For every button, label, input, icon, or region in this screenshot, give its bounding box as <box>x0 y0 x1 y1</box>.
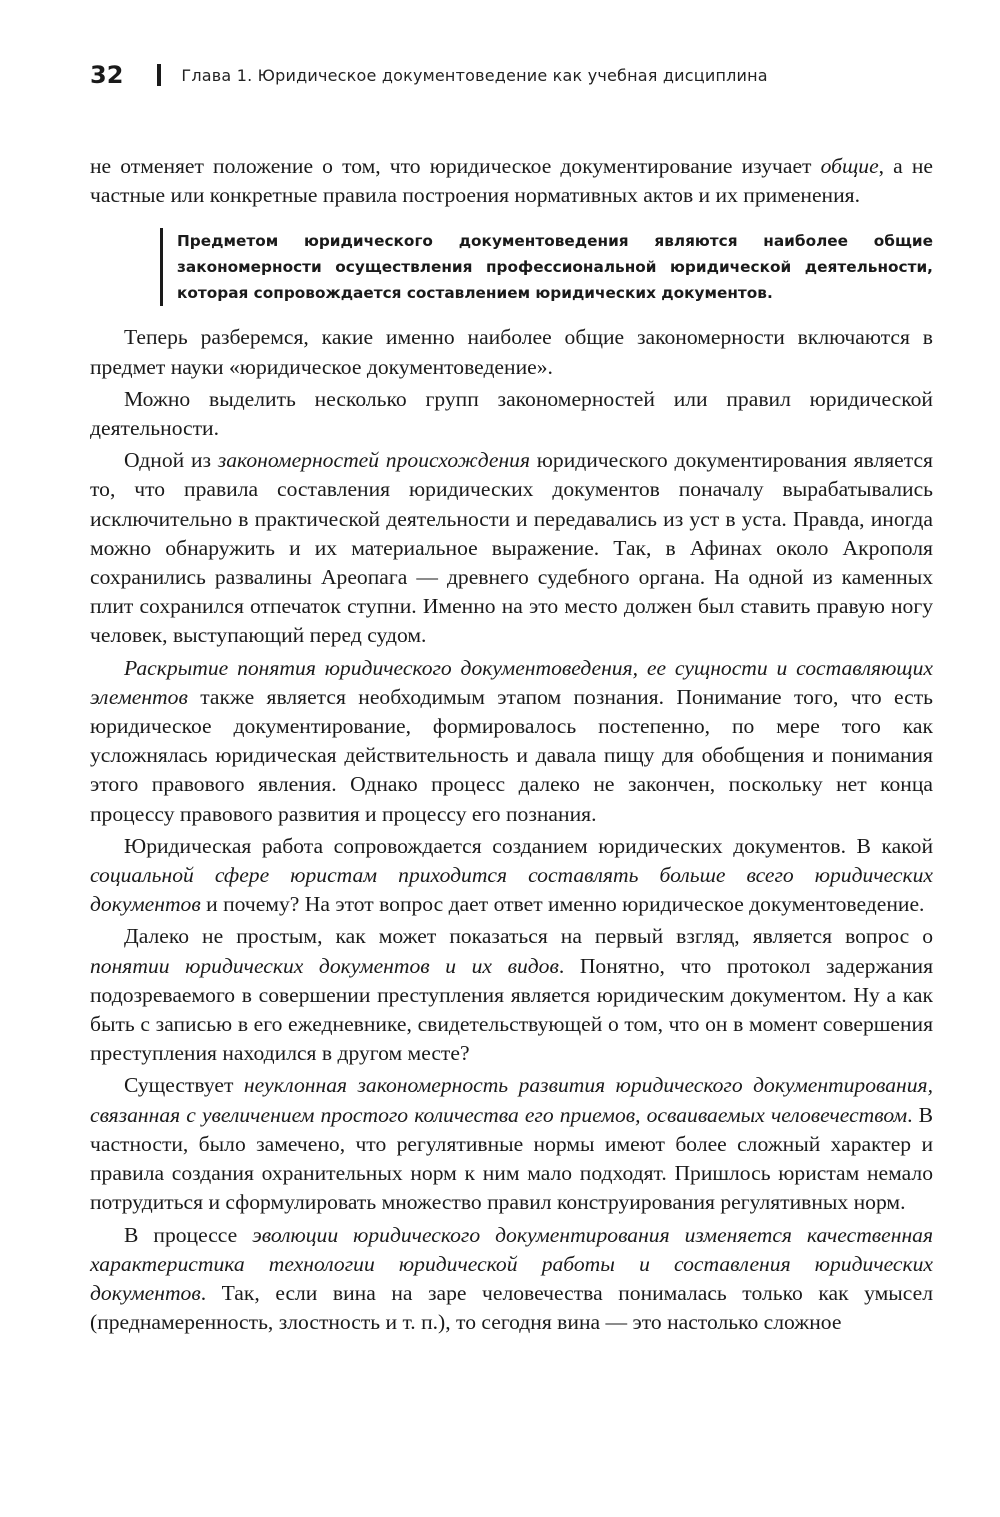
header-separator <box>157 64 161 86</box>
paragraph: Далеко не простым, как может показаться на первый взгляд, является вопрос о понятии юридических документов и их видов. Понятно, что протокол задержания подозреваемого в совершении преступления является юридическим документом. Ну а как быть с записью в его ежедневнике, свидетельствующей о том, что он в момент совершения преступления находился в другом месте? <box>90 924 933 1066</box>
paragraph: Юридическая работа сопровождается созданием юридических документов. В какой социальной сфере юристам приходится составлять больше всего юридических документов и почему? На этот вопрос дает ответ именно юридическое документоведение. <box>90 833 933 917</box>
page-body <box>90 152 933 1337</box>
definition-callout: Предметом юридического документоведения являются наиболее общие закономерности осуществления профессиональной юридической деятельности, которая сопровождается составлением юридических документов. <box>160 228 933 306</box>
paragraph: Теперь разберемся, какие именно наиболее общие закономерности включаются в предмет науки «юридическое документоведение». <box>90 325 933 379</box>
paragraph: Существует неуклонная закономерность развития юридического документирования, связанная с увеличением простого количества его приемов, осваиваемых человечеством. В частности, было замечено, что регулятивные нормы имеют более сложный характер и правила создания охранительных норм к ним мало подходят. Пришлось юристам немало потрудиться и сформулировать множество правил конструирования регулятивных норм. <box>90 1073 934 1215</box>
paragraph: Одной из закономерностей происхождения юридического документирования является то, что правила составления юридических документов поначалу вырабатывались исключительно в практической деятельности и передавались из уст в уста. Правда, иногда можно обнаружить и их материальное выражение. Так, в Афинах около Акрополя сохранились развалины Ареопага — древнего судебного органа. На одной из каменных плит сохранился отпечаток ступни. Именно на это место должен был ставить правую ногу человек, выступающий перед судом. <box>90 448 933 648</box>
paragraph-continuation: не отменяет положение о том, что юридическое документирование изучает общие, а не частные или конкретные правила построения нормативных актов и их применения. <box>90 154 933 208</box>
paragraph: В процессе эволюции юридического документирования изменяется качественная характеристика технологии юридической работы и составления юридических документов. Так, если вина на заре человечества понималась только как умысел (преднамеренность, злостность и т. п.), то сегодня вина — это настолько сложное <box>90 1222 934 1335</box>
paragraph: Раскрытие понятия юридического документоведения, ее сущности и составляющих элементов также является необходимым этапом познания. Понимание того, что есть юридическое документирование, формировалось постепенно, по мере того как усложнялась юридическая действительность и давала пищу для обобщения и понимания этого правового явления. Однако процесс далеко не закончен, поскольку нет конца процессу правового развития и процессу его познания. <box>90 655 933 826</box>
paragraph: Можно выделить несколько групп закономерностей или правил юридической деятельности. <box>90 386 933 441</box>
running-title: Глава 1. Юридическое документоведение как учебная дисциплина <box>181 65 768 85</box>
page-number: 32 <box>90 61 124 89</box>
page-header <box>90 55 768 95</box>
